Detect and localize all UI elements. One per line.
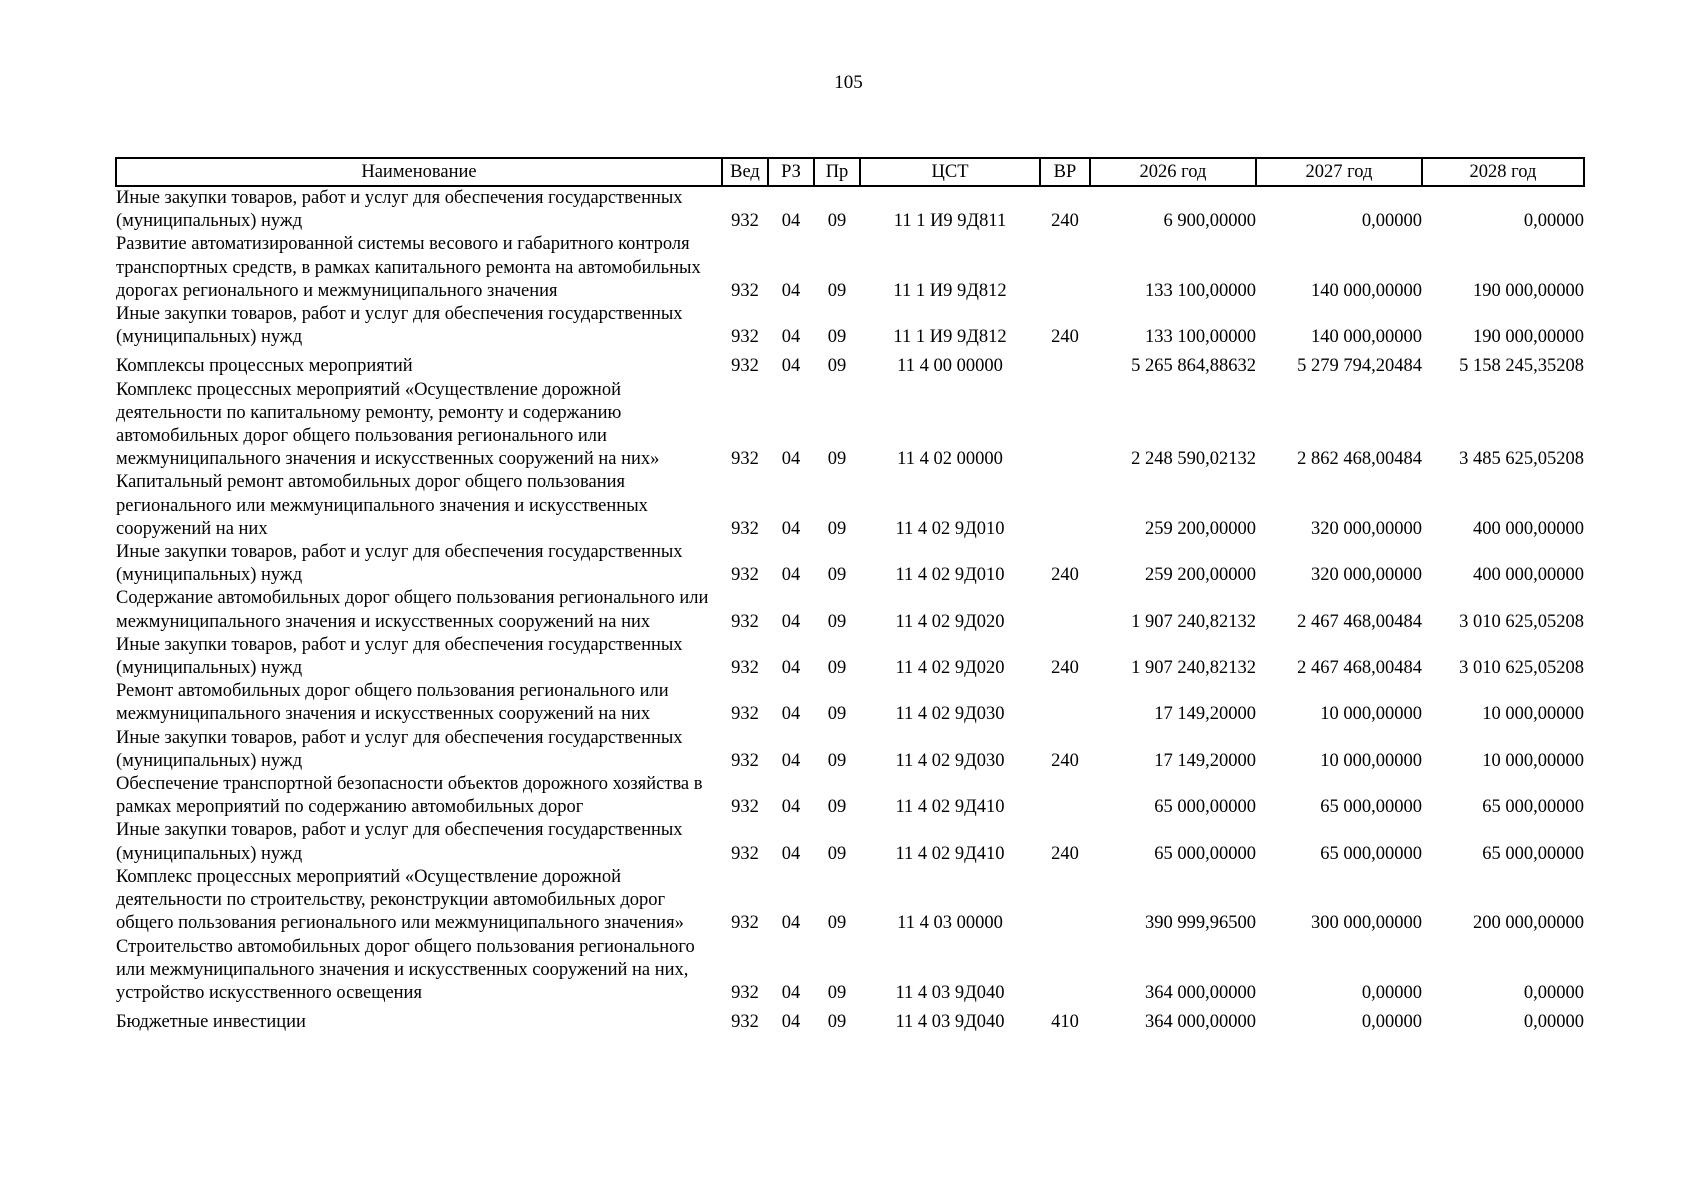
header-ved: Вед <box>722 158 768 186</box>
row-vr: 410 <box>1051 1012 1079 1033</box>
row-pr: 09 <box>827 449 847 470</box>
row-2026: 364 000,00000 <box>1145 982 1256 1003</box>
row-cst: 11 1 И9 9Д812 <box>893 280 1007 301</box>
table-row <box>116 379 1584 472</box>
row-name: Комплекс процессных мероприятий «Осуществление дорожной деятельности по строительству, реконструкции автомобильных дорог общего пользования регионального или межмуниципального значения» <box>116 866 684 934</box>
row-pr: 09 <box>827 843 847 864</box>
table-row <box>116 303 1584 349</box>
row-2027: 0,00000 <box>1361 1012 1422 1033</box>
row-ved: 932 <box>731 1012 759 1033</box>
row-vr <box>1040 379 1090 472</box>
row-vr <box>1040 233 1090 303</box>
row-pr: 09 <box>827 1012 847 1033</box>
row-2026: 65 000,00000 <box>1154 797 1256 818</box>
row-cst: 11 4 00 00000 <box>897 356 1003 377</box>
row-name: Иные закупки товаров, работ и услуг для обеспечения государственных (муниципальных) нужд <box>116 820 683 864</box>
row-name: Строительство автомобильных дорог общего пользования регионального или межмуниципального значения и искусственных сооружений на них, устройство искусственного освещения <box>116 936 695 1003</box>
row-cst: 11 4 02 9Д020 <box>895 611 1005 632</box>
row-ved: 932 <box>731 913 759 934</box>
row-2026: 1 907 240,82132 <box>1131 611 1256 632</box>
row-name: Иные закупки товаров, работ и услуг для обеспечения государственных (муниципальных) нужд <box>116 634 683 679</box>
row-cst: 11 4 02 9Д010 <box>895 518 1005 539</box>
row-vr <box>1040 866 1090 936</box>
row-2028: 10 000,00000 <box>1482 750 1584 771</box>
row-pr: 09 <box>827 356 847 377</box>
row-2028: 65 000,00000 <box>1482 797 1584 818</box>
row-vr <box>1040 349 1090 378</box>
row-2026: 5 265 864,88632 <box>1131 356 1256 377</box>
row-ved: 932 <box>731 658 759 679</box>
row-vr: 240 <box>1051 750 1079 771</box>
row-2027: 0,00000 <box>1361 211 1422 232</box>
row-pr: 09 <box>827 280 847 301</box>
row-pr: 09 <box>827 518 847 539</box>
row-2028: 0,00000 <box>1523 1012 1584 1033</box>
row-pr: 09 <box>827 211 847 232</box>
row-ved: 932 <box>731 327 759 348</box>
table-row <box>116 471 1584 541</box>
row-2026: 364 000,00000 <box>1145 1012 1256 1033</box>
row-2026: 259 200,00000 <box>1145 565 1256 586</box>
row-rz: 04 <box>781 280 801 301</box>
row-cst: 11 4 03 9Д040 <box>895 1012 1005 1033</box>
row-2026: 1 907 240,82132 <box>1131 658 1256 679</box>
row-rz: 04 <box>781 843 801 864</box>
row-pr: 09 <box>827 913 847 934</box>
row-vr <box>1040 936 1090 1006</box>
row-name: Иные закупки товаров, работ и услуг для обеспечения государственных (муниципальных) нужд <box>116 727 683 771</box>
row-2026: 2 248 590,02132 <box>1131 449 1256 470</box>
row-ved: 932 <box>731 843 759 864</box>
row-2027: 2 862 468,00484 <box>1297 449 1422 470</box>
row-rz: 04 <box>781 356 801 377</box>
row-rz: 04 <box>781 611 801 632</box>
budget-table <box>115 157 1585 1034</box>
table-row <box>116 680 1584 726</box>
row-name: Комплекс процессных мероприятий «Осуществление дорожной деятельности по капитальному ремонту, ремонту и содержанию автомобильных дорог общего пользования регионального или межмуниципального значения и искусственных сооружений на них» <box>116 379 660 470</box>
row-vr: 240 <box>1051 658 1079 679</box>
row-ved: 932 <box>731 982 759 1003</box>
row-cst: 11 4 03 00000 <box>897 913 1003 934</box>
row-ved: 932 <box>731 356 759 377</box>
row-2028: 0,00000 <box>1523 982 1584 1003</box>
row-vr <box>1040 773 1090 819</box>
row-rz: 04 <box>781 565 801 586</box>
row-2026: 65 000,00000 <box>1154 843 1256 864</box>
table-row <box>116 349 1584 378</box>
row-ved: 932 <box>731 750 759 771</box>
row-cst: 11 4 02 9Д410 <box>895 797 1005 818</box>
table-row <box>116 1005 1584 1034</box>
header-year-2028: 2028 год <box>1422 158 1584 186</box>
table-row <box>116 541 1584 587</box>
row-vr: 240 <box>1051 843 1079 864</box>
table-row <box>116 773 1584 819</box>
row-ved: 932 <box>731 280 759 301</box>
row-cst: 11 1 И9 9Д812 <box>893 327 1007 348</box>
row-name: Обеспечение транспортной безопасности объектов дорожного хозяйства в рамках мероприятий по содержанию автомобильных дорог <box>116 774 703 818</box>
row-2027: 2 467 468,00484 <box>1297 658 1422 679</box>
row-2026: 17 149,20000 <box>1154 704 1256 725</box>
row-ved: 932 <box>731 211 759 232</box>
row-rz: 04 <box>781 1012 801 1033</box>
row-2028: 10 000,00000 <box>1482 704 1584 725</box>
page-number: 105 <box>834 72 863 93</box>
row-pr: 09 <box>827 750 847 771</box>
row-rz: 04 <box>781 797 801 818</box>
row-2028: 0,00000 <box>1523 211 1584 232</box>
row-cst: 11 1 И9 9Д811 <box>893 211 1007 232</box>
table-body <box>116 186 1584 1034</box>
row-2026: 390 999,96500 <box>1145 913 1256 934</box>
row-pr: 09 <box>827 658 847 679</box>
row-2027: 5 279 794,20484 <box>1297 356 1422 377</box>
row-2026: 133 100,00000 <box>1145 327 1256 348</box>
row-name: Ремонт автомобильных дорог общего пользования регионального или межмуниципального значения и искусственных сооружений на них <box>116 681 669 725</box>
row-2027: 320 000,00000 <box>1311 518 1422 539</box>
row-2026: 259 200,00000 <box>1145 518 1256 539</box>
row-pr: 09 <box>827 327 847 348</box>
row-name: Капитальный ремонт автомобильных дорог общего пользования регионального или межмуниципального значения и искусственных сооружений на них <box>116 472 648 539</box>
table-row <box>116 819 1584 865</box>
table-row <box>116 866 1584 936</box>
row-name: Развитие автоматизированной системы весового и габаритного контроля транспортных средств, в рамках капитального ремонта на автомобильных дорогах регионального и межмуниципального значения <box>116 234 701 301</box>
header-name: Наименование <box>116 158 722 186</box>
header-cst: ЦСТ <box>860 158 1040 186</box>
table-row <box>116 587 1584 633</box>
row-name: Комплексы процессных мероприятий <box>116 356 413 377</box>
table-row <box>116 634 1584 680</box>
row-2028: 190 000,00000 <box>1473 280 1584 301</box>
header-year-2026: 2026 год <box>1090 158 1256 186</box>
row-pr: 09 <box>827 704 847 725</box>
row-2028: 3 485 625,05208 <box>1459 449 1584 470</box>
row-cst: 11 4 02 9Д010 <box>895 565 1005 586</box>
row-name: Иные закупки товаров, работ и услуг для обеспечения государственных (муниципальных) нужд <box>116 188 683 232</box>
row-rz: 04 <box>781 518 801 539</box>
row-vr: 240 <box>1051 211 1079 232</box>
row-rz: 04 <box>781 449 801 470</box>
row-2027: 65 000,00000 <box>1320 797 1422 818</box>
row-2027: 140 000,00000 <box>1311 327 1422 348</box>
row-name: Содержание автомобильных дорог общего пользования регионального или межмуниципального значения и искусственных сооружений на них <box>116 588 709 632</box>
header-row <box>116 158 1584 186</box>
row-2028: 65 000,00000 <box>1482 843 1584 864</box>
header-vr: ВР <box>1040 158 1090 186</box>
row-rz: 04 <box>781 982 801 1003</box>
row-ved: 932 <box>731 565 759 586</box>
row-2028: 400 000,00000 <box>1473 518 1584 539</box>
row-vr <box>1040 587 1090 633</box>
row-2026: 17 149,20000 <box>1154 750 1256 771</box>
row-name: Бюджетные инвестиции <box>116 1012 306 1033</box>
row-2027: 0,00000 <box>1361 982 1422 1003</box>
row-2027: 10 000,00000 <box>1320 750 1422 771</box>
row-vr <box>1040 471 1090 541</box>
row-2028: 400 000,00000 <box>1473 565 1584 586</box>
row-pr: 09 <box>827 565 847 586</box>
row-2027: 320 000,00000 <box>1311 565 1422 586</box>
row-cst: 11 4 02 9Д410 <box>895 843 1005 864</box>
row-2027: 10 000,00000 <box>1320 704 1422 725</box>
row-2028: 190 000,00000 <box>1473 327 1584 348</box>
header-pr: Пр <box>814 158 860 186</box>
header-year-2027: 2027 год <box>1256 158 1422 186</box>
table-header <box>116 158 1584 186</box>
row-ved: 932 <box>731 704 759 725</box>
row-pr: 09 <box>827 982 847 1003</box>
row-vr <box>1040 680 1090 726</box>
row-2027: 65 000,00000 <box>1320 843 1422 864</box>
row-pr: 09 <box>827 797 847 818</box>
table-row <box>116 233 1584 303</box>
row-name: Иные закупки товаров, работ и услуг для обеспечения государственных (муниципальных) нужд <box>116 542 683 586</box>
table-row <box>116 186 1584 233</box>
row-2028: 5 158 245,35208 <box>1459 356 1584 377</box>
row-rz: 04 <box>781 658 801 679</box>
row-2027: 300 000,00000 <box>1311 913 1422 934</box>
row-2028: 200 000,00000 <box>1473 913 1584 934</box>
row-2026: 133 100,00000 <box>1145 280 1256 301</box>
row-name: Иные закупки товаров, работ и услуг для обеспечения государственных (муниципальных) нужд <box>116 304 683 348</box>
header-rz: РЗ <box>768 158 814 186</box>
row-2028: 3 010 625,05208 <box>1459 611 1584 632</box>
row-ved: 932 <box>731 611 759 632</box>
row-cst: 11 4 02 9Д030 <box>895 750 1005 771</box>
row-cst: 11 4 02 9Д030 <box>895 704 1005 725</box>
row-ved: 932 <box>731 518 759 539</box>
row-rz: 04 <box>781 704 801 725</box>
row-rz: 04 <box>781 327 801 348</box>
table-row <box>116 727 1584 773</box>
row-cst: 11 4 02 00000 <box>897 449 1003 470</box>
row-2027: 140 000,00000 <box>1311 280 1422 301</box>
row-rz: 04 <box>781 913 801 934</box>
row-rz: 04 <box>781 211 801 232</box>
row-2028: 3 010 625,05208 <box>1459 658 1584 679</box>
row-rz: 04 <box>781 750 801 771</box>
row-2027: 2 467 468,00484 <box>1297 611 1422 632</box>
row-cst: 11 4 02 9Д020 <box>895 658 1005 679</box>
row-vr: 240 <box>1051 565 1079 586</box>
row-pr: 09 <box>827 611 847 632</box>
table-row <box>116 936 1584 1006</box>
row-vr: 240 <box>1051 327 1079 348</box>
row-2026: 6 900,00000 <box>1163 211 1256 232</box>
row-ved: 932 <box>731 797 759 818</box>
row-cst: 11 4 03 9Д040 <box>895 982 1005 1003</box>
row-ved: 932 <box>731 449 759 470</box>
